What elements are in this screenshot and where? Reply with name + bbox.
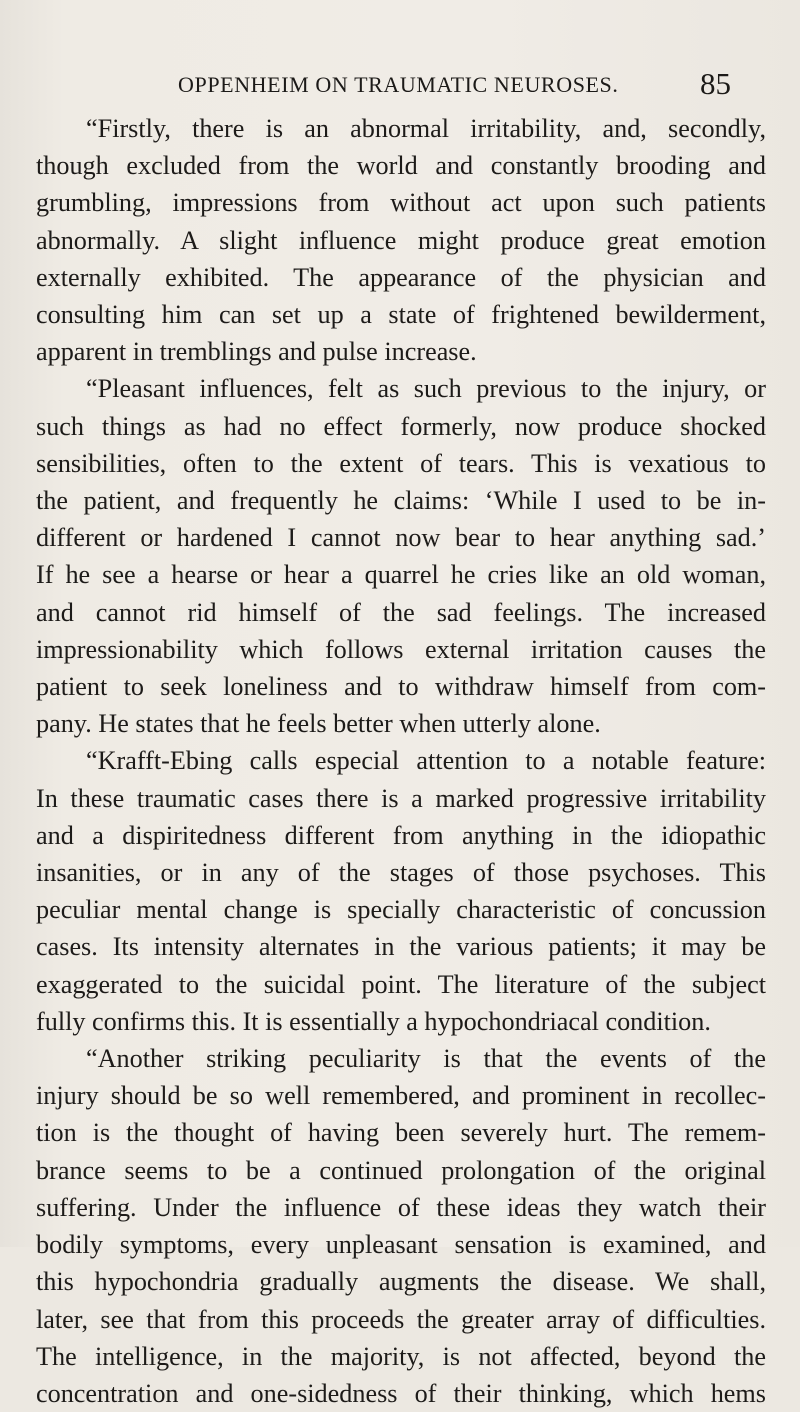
text-line: injury should be so well remembered, and prominent in recollec- bbox=[36, 1081, 766, 1111]
text-line: later, see that from this proceeds the greater array of difficulties. bbox=[36, 1304, 766, 1334]
text-line: fully confirms this. It is essentially a hypochondriacal condition. bbox=[36, 1006, 711, 1036]
text-line: “Another striking peculiarity is that the events of the bbox=[86, 1044, 766, 1074]
text-line: though excluded from the world and constantly brooding and bbox=[36, 151, 766, 181]
text-line: externally exhibited. The appearance of the physician and bbox=[36, 262, 766, 292]
paragraph bbox=[36, 742, 766, 1040]
text-line: bodily symptoms, every unpleasant sensation is examined, and bbox=[36, 1230, 766, 1260]
text-line: apparent in tremblings and pulse increase. bbox=[36, 337, 477, 367]
paragraph bbox=[36, 370, 766, 742]
text-line: concentration and one-sidedness of their thinking, which hems bbox=[36, 1378, 766, 1408]
text-line: impressionability which follows external irritation causes the bbox=[36, 634, 766, 664]
text-line: “Firstly, there is an abnormal irritability, and, secondly, bbox=[86, 114, 766, 143]
text-line: If he see a hearse or hear a quarrel he cries like an old woman, bbox=[36, 560, 766, 590]
text-line: this hypochondria gradually augments the disease. We shall, bbox=[36, 1267, 766, 1297]
text-line: sensibilities, often to the extent of tears. This is vexatious to bbox=[36, 448, 766, 478]
text-line: different or hardened I cannot now bear to hear anything sad.’ bbox=[36, 523, 766, 553]
text-line: cases. Its intensity alternates in the various patients; it may be bbox=[36, 932, 766, 962]
text-line: “Krafft-Ebing calls especial attention to a notable feature: bbox=[86, 746, 766, 776]
text-line: the patient, and frequently he claims: ‘While I used to be in- bbox=[36, 486, 766, 516]
text-line: In these traumatic cases there is a marked progressive irritability bbox=[36, 783, 766, 813]
text-line: peculiar mental change is specially characteristic of concussion bbox=[36, 895, 766, 925]
page-number: 85 bbox=[700, 66, 731, 101]
text-line: and a dispiritedness different from anything in the idiopathic bbox=[36, 820, 766, 850]
text-line: and cannot rid himself of the sad feelings. The increased bbox=[36, 597, 766, 627]
text-line: The intelligence, in the majority, is not affected, beyond the bbox=[36, 1341, 766, 1371]
text-line: tion is the thought of having been severely hurt. The remem- bbox=[36, 1118, 766, 1148]
text-line: patient to seek loneliness and to withdraw himself from com- bbox=[36, 672, 766, 702]
text-line: suffering. Under the influence of these ideas they watch their bbox=[36, 1192, 766, 1222]
paragraph bbox=[36, 1040, 766, 1412]
text-line: insanities, or in any of the stages of those psychoses. This bbox=[36, 858, 766, 888]
text-line: grumbling, impressions from without act upon such patients bbox=[36, 188, 766, 218]
text-line: brance seems to be a continued prolongation of the original bbox=[36, 1155, 766, 1185]
text-line: pany. He states that he feels better when utterly alone. bbox=[36, 709, 601, 739]
page-header bbox=[0, 68, 800, 108]
paragraph bbox=[36, 110, 766, 370]
body-text bbox=[36, 110, 766, 1412]
running-head: OPPENHEIM ON TRAUMATIC NEUROSES. bbox=[178, 72, 619, 97]
text-line: “Pleasant influences, felt as such previous to the injury, or bbox=[86, 374, 766, 404]
text-line: consulting him can set up a state of frightened bewilderment, bbox=[36, 300, 766, 330]
text-line: exaggerated to the suicidal point. The literature of the subject bbox=[36, 969, 766, 999]
text-line: such things as had no effect formerly, now produce shocked bbox=[36, 411, 766, 441]
text-line: abnormally. A slight influence might produce great emotion bbox=[36, 225, 766, 255]
